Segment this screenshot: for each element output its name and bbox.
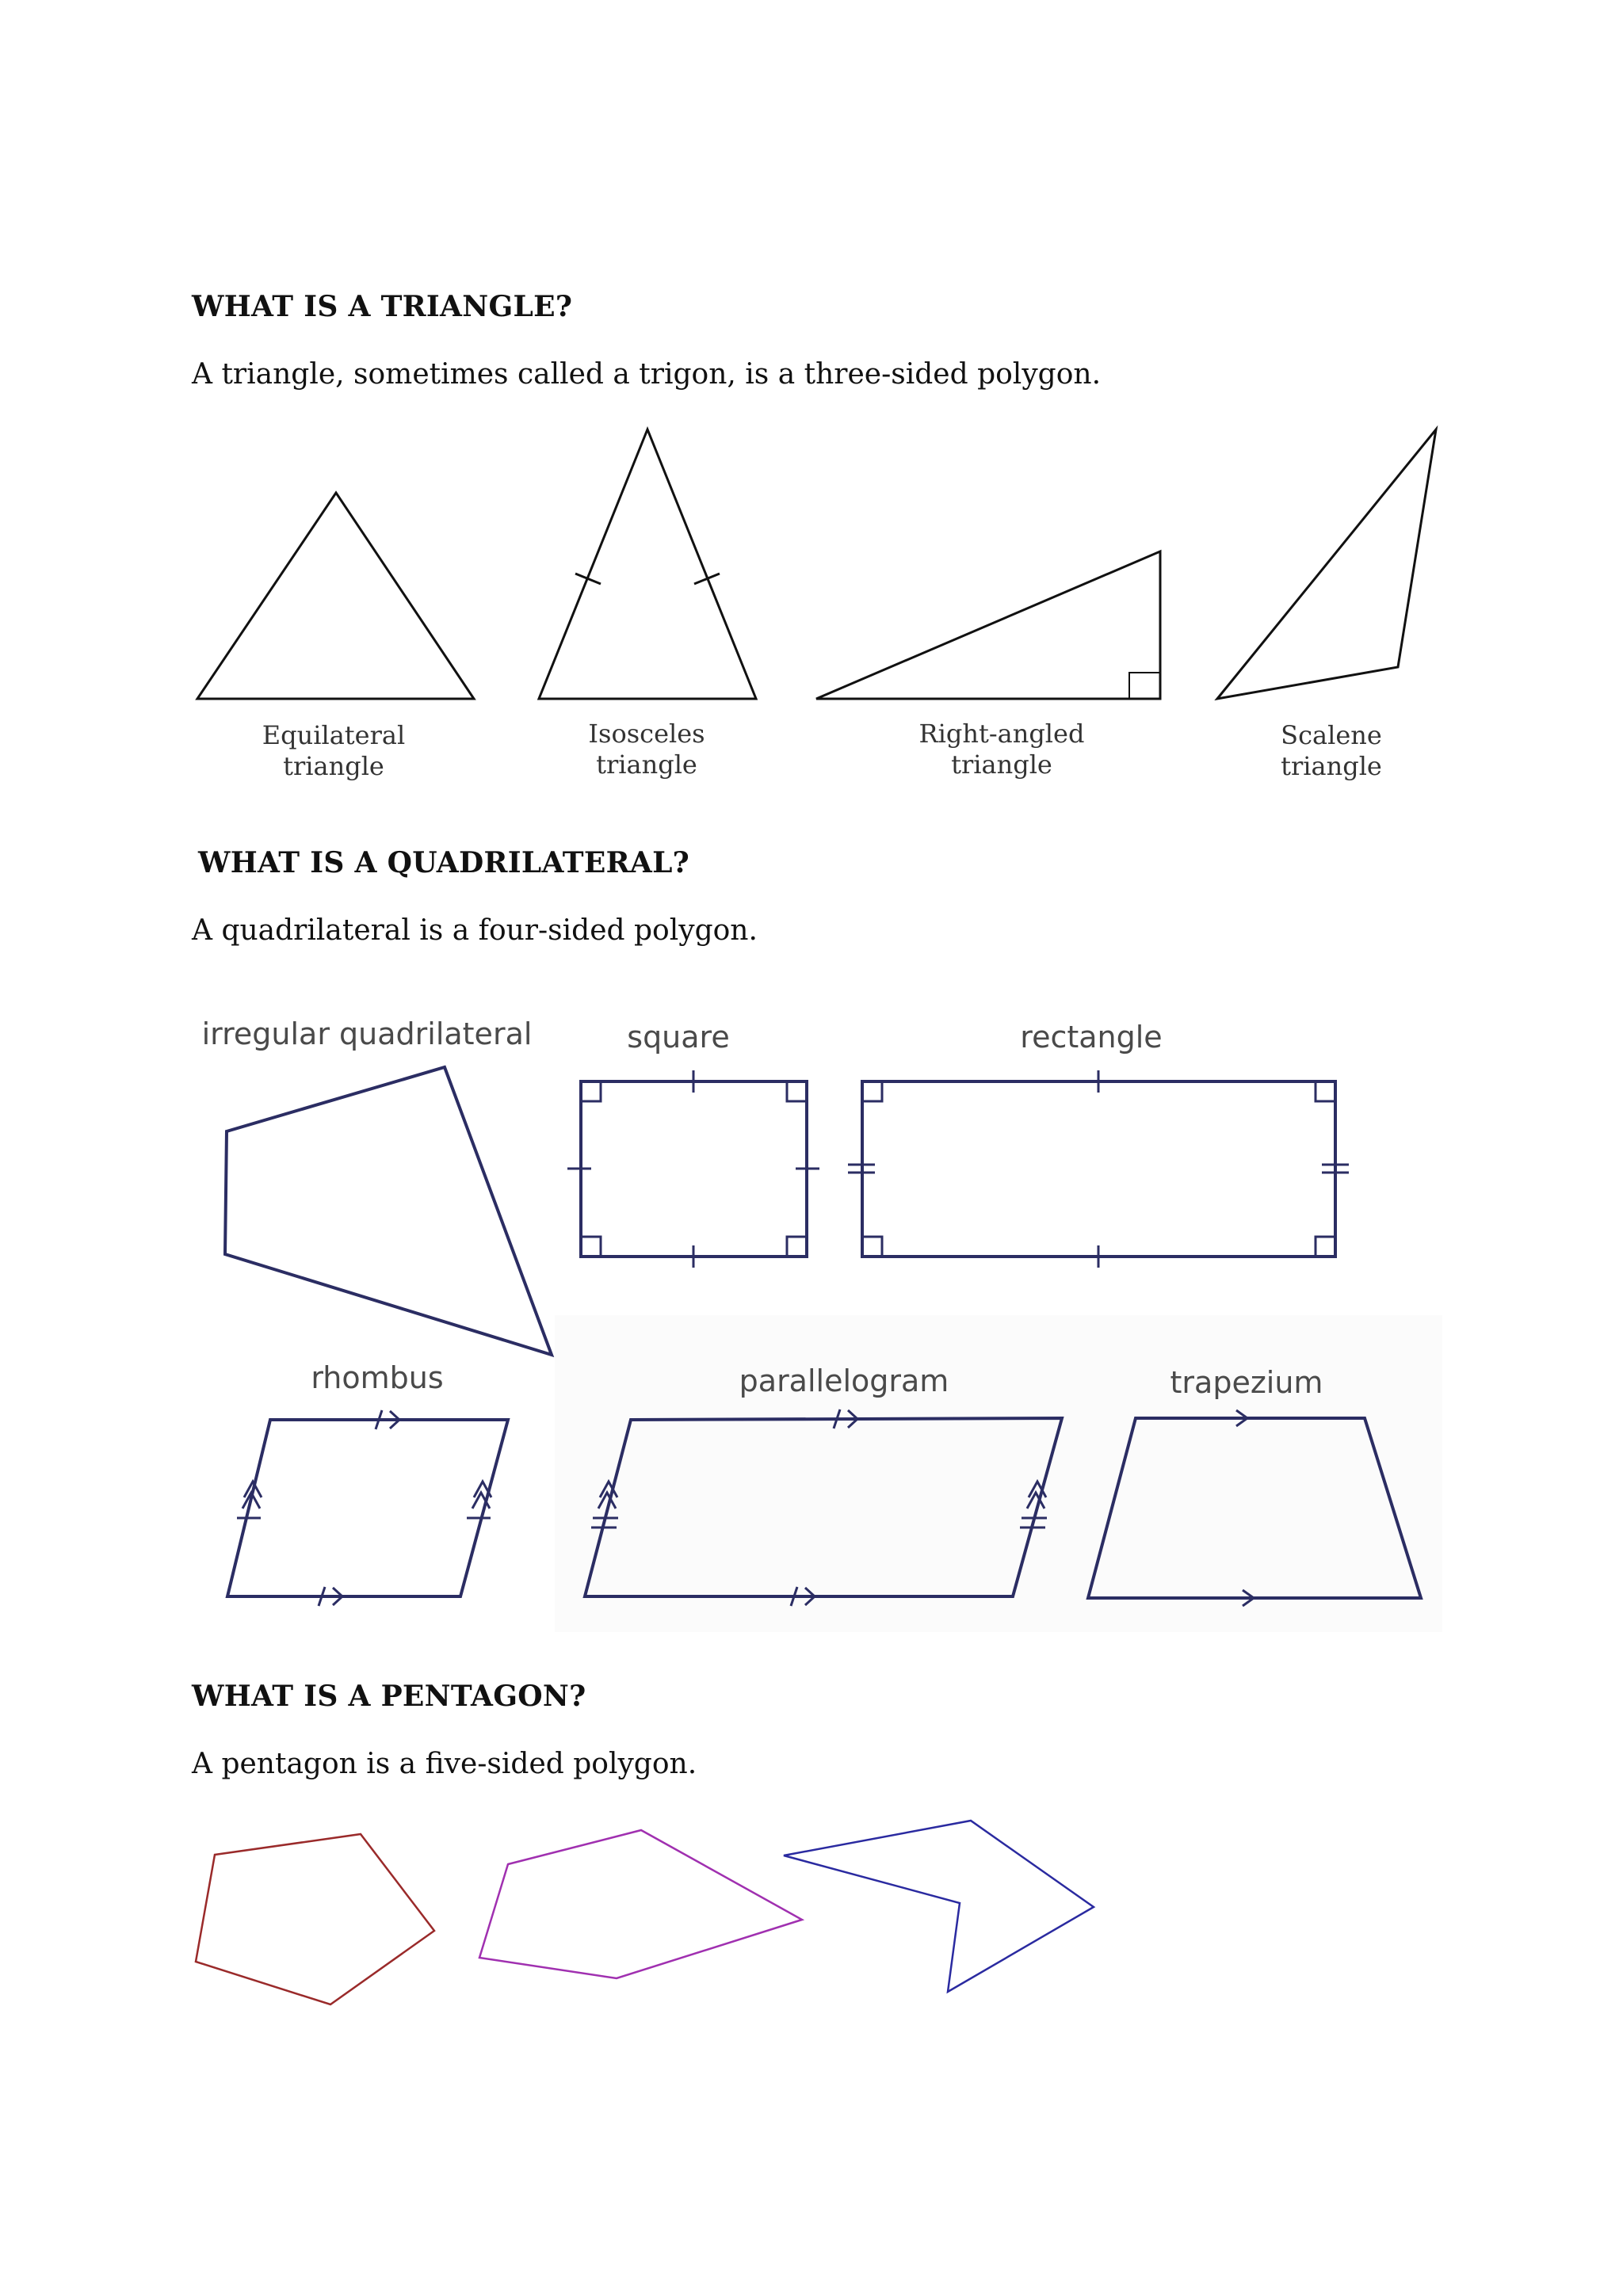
caption-scalene-line1: Scalene [1281, 720, 1382, 750]
caption-square: square [627, 1020, 730, 1055]
caption-equilateral-line2: triangle [283, 751, 384, 781]
heading-quadrilateral: WHAT IS A QUADRILATERAL? [198, 846, 690, 879]
description-quadrilateral: A quadrilateral is a four-sided polygon. [192, 914, 758, 947]
caption-isosceles-line2: triangle [596, 749, 697, 780]
caption-equilateral-line1: Equilateral [262, 720, 406, 750]
caption-irregular-quadrilateral: irregular quadrilateral [201, 1016, 533, 1051]
caption-scalene-line2: triangle [1281, 751, 1382, 781]
pentagon-concave [784, 1821, 1094, 1992]
description-triangle: A triangle, sometimes called a trigon, is a three-sided polygon. [192, 358, 1102, 391]
caption-isosceles-line1: Isosceles [588, 719, 705, 749]
caption-parallelogram: parallelogram [739, 1363, 949, 1398]
heading-triangle: WHAT IS A TRIANGLE? [192, 290, 573, 323]
heading-pentagon: WHAT IS A PENTAGON? [192, 1680, 586, 1713]
description-pentagon: A pentagon is a five-sided polygon. [192, 1748, 697, 1780]
pentagon-regular [196, 1834, 434, 2004]
caption-right-angled-line2: triangle [951, 749, 1052, 780]
caption-trapezium: trapezium [1170, 1365, 1323, 1400]
caption-rectangle: rectangle [1020, 1020, 1163, 1055]
caption-right-angled-line1: Right-angled [918, 719, 1085, 749]
caption-rhombus: rhombus [311, 1360, 444, 1395]
pentagon-irregular [479, 1830, 802, 1978]
